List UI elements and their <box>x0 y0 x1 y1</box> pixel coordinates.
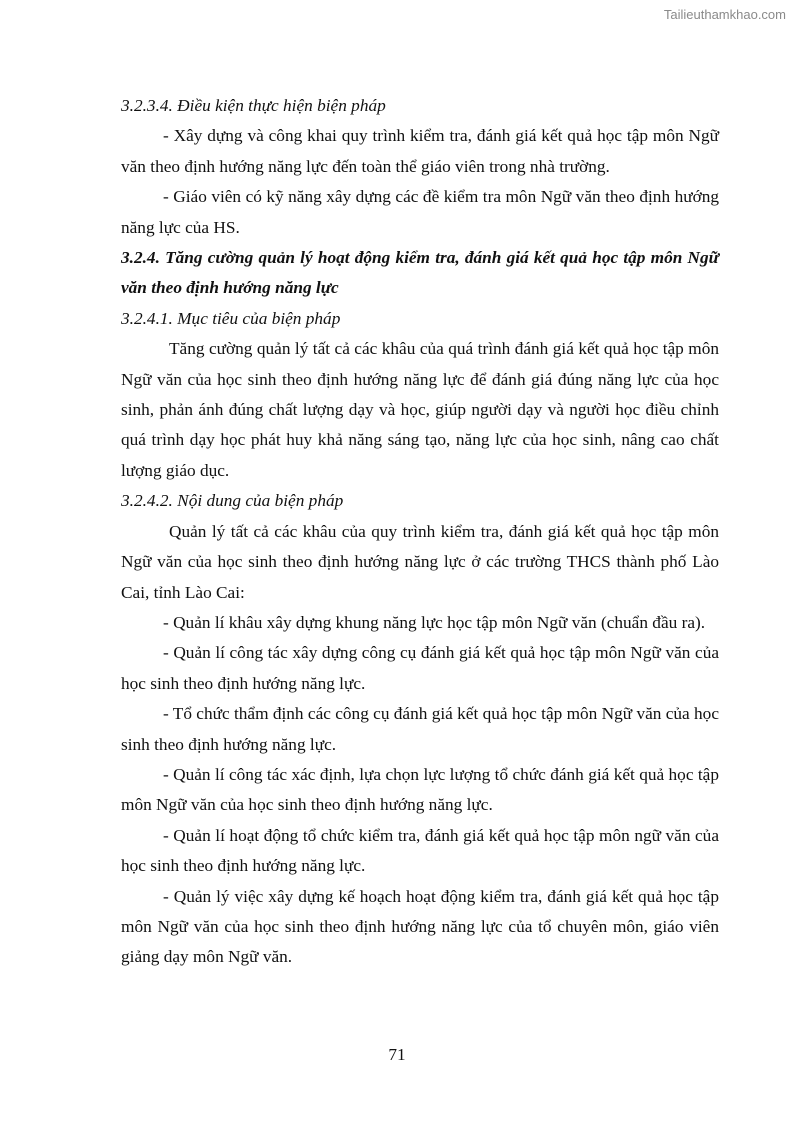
bullet-item: - Quản lí hoạt động tổ chức kiểm tra, đánh giá kết quả học tập môn ngữ văn của học sinh theo định hướng năng lực. <box>121 825 719 876</box>
heading-3-2-4-1: 3.2.4.1. Mục tiêu của biện pháp <box>121 308 341 328</box>
page-number: 71 <box>388 1045 406 1064</box>
bullet-item: - Xây dựng và công khai quy trình kiểm tra, đánh giá kết quả học tập môn Ngữ văn theo định hướng năng lực đến toàn thể giáo viên trong nhà trường. <box>121 126 719 176</box>
bullet-item: - Tổ chức thẩm định các công cụ đánh giá kết quả học tập môn Ngữ văn của học sinh theo định hướng năng lực. <box>121 704 719 754</box>
page-content <box>121 91 719 973</box>
bullet-item: - Giáo viên có kỹ năng xây dựng các đề kiểm tra môn Ngữ văn theo định hướng năng lực của HS. <box>121 187 719 237</box>
bullet-item: - Quản lí khâu xây dựng khung năng lực học tập môn Ngữ văn (chuẩn đầu ra). <box>163 612 706 632</box>
paragraph-content: Quản lý tất cả các khâu của quy trình kiểm tra, đánh giá kết quả học tập môn Ngữ văn của học sinh theo định hướng năng lực ở các trường THCS thành phố Lào Cai, tỉnh Lào Cai: <box>121 521 719 602</box>
watermark: Tailieuthamkhao.com <box>663 7 786 22</box>
heading-3-2-4: 3.2.4. Tăng cường quản lý hoạt động kiểm tra, đánh giá kết quả học tập môn Ngữ văn theo định hướng năng lực <box>121 248 719 298</box>
bullet-item: - Quản lí công tác xây dựng công cụ đánh giá kết quả học tập môn Ngữ văn của học sinh theo định hướng năng lực. <box>121 643 719 693</box>
paragraph-objective: Tăng cường quản lý tất cả các khâu của quá trình đánh giá kết quả học tập môn Ngữ văn của học sinh theo định hướng năng lực để đánh giá đúng năng lực của học sinh, phản ánh đúng chất lượng dạy và học, giúp người dạy và người học điều chỉnh quá trình dạy học phát huy khả năng sáng tạo, năng lực của học sinh, nâng cao chất lượng giáo dục. <box>121 339 719 480</box>
heading-3-2-4-2: 3.2.4.2. Nội dung của biện pháp <box>121 491 344 511</box>
bullet-item: - Quản lí công tác xác định, lựa chọn lực lượng tổ chức đánh giá kết quả học tập môn Ngữ văn của học sinh theo định hướng năng lực. <box>121 764 719 815</box>
heading-3-2-3-4: 3.2.3.4. Điều kiện thực hiện biện pháp <box>121 96 386 115</box>
bullet-item: - Quản lý việc xây dựng kế hoạch hoạt động kiểm tra, đánh giá kết quả học tập môn Ngữ văn của học sinh theo định hướng năng lực của tổ chuyên môn, giáo viên giảng dạy môn Ngữ văn. <box>121 886 719 967</box>
